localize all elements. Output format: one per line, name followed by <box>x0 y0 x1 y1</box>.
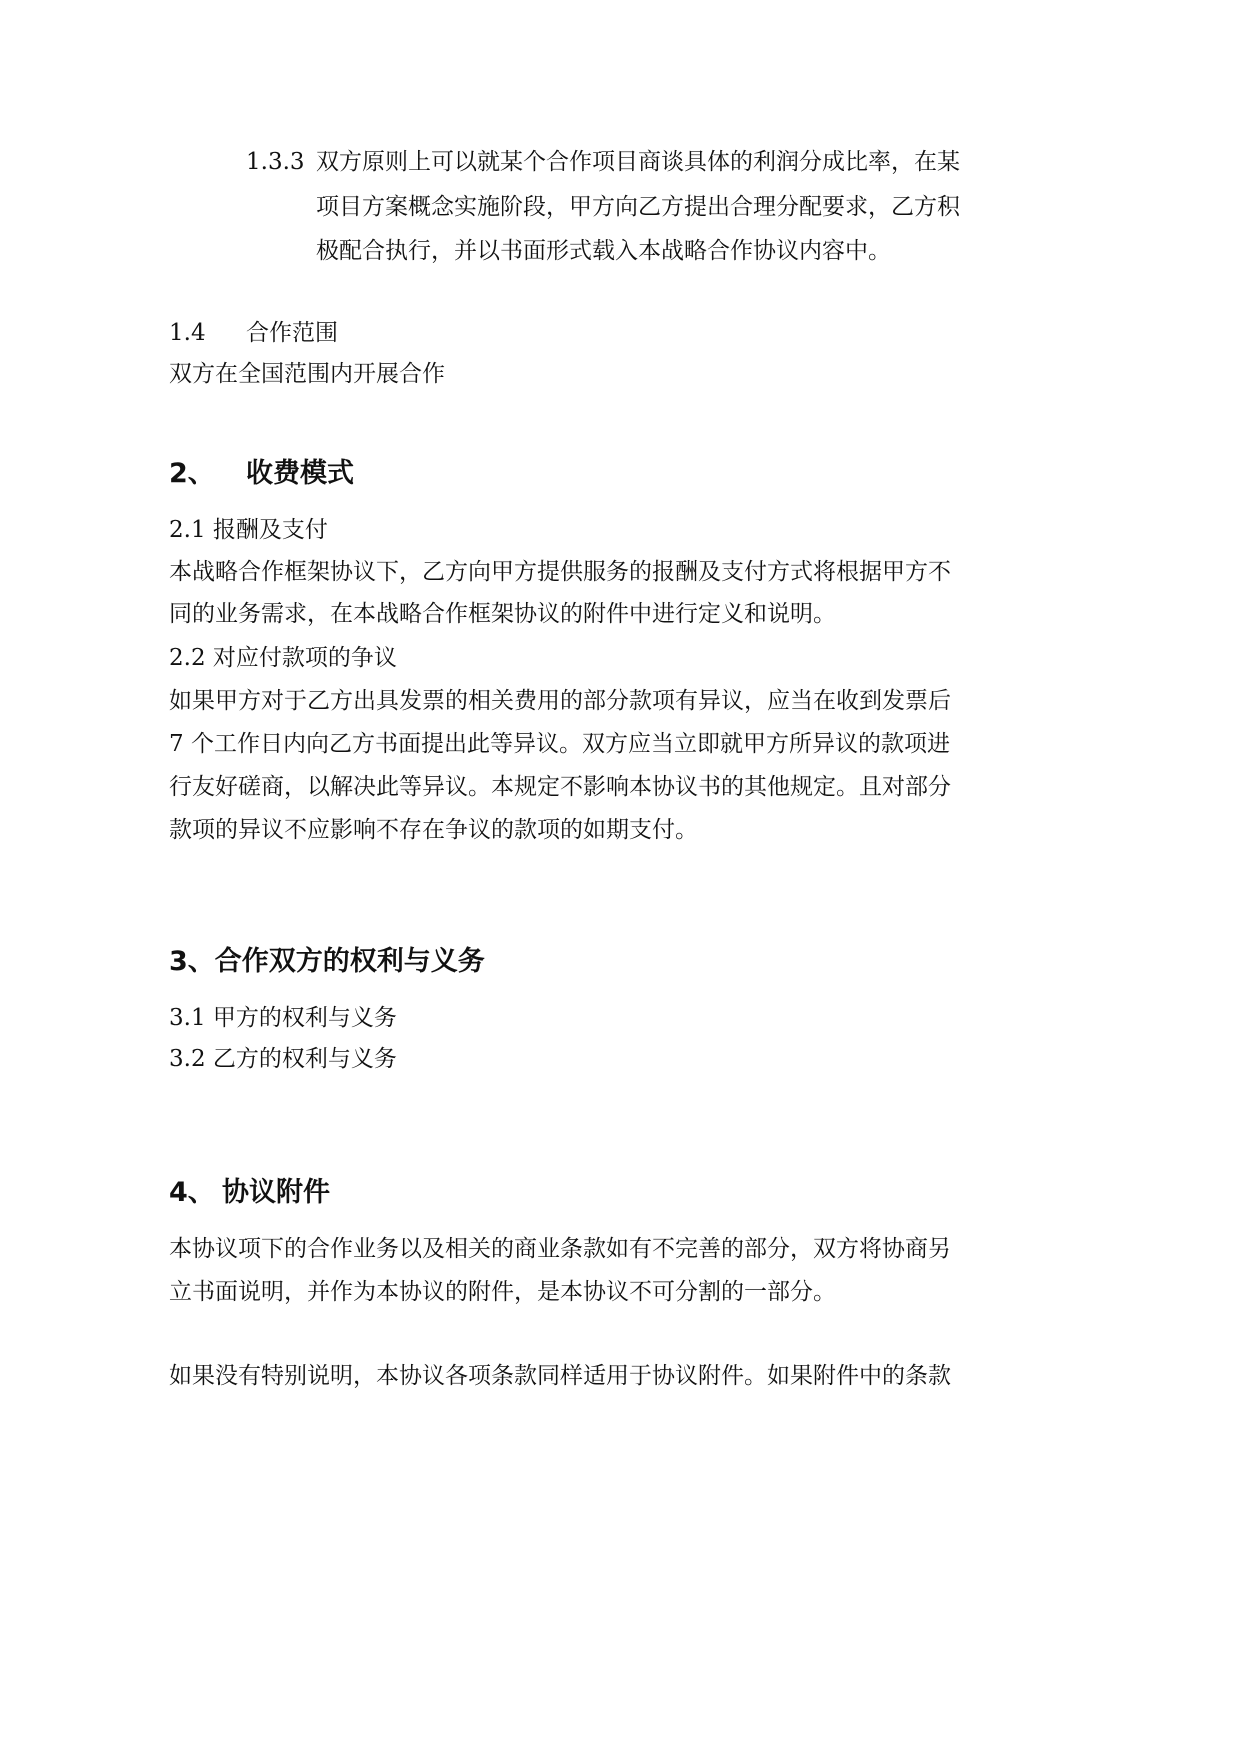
paragraph-line: 立书面说明，并作为本协议的附件，是本协议不可分割的一部分。 <box>169 1279 836 1305</box>
paragraph-line: 本战略合作框架协议下，乙方向甲方提供服务的报酬及支付方式将根据甲方不 <box>169 559 951 585</box>
paragraph-line: 如果没有特别说明，本协议各项条款同样适用于协议附件。如果附件中的条款 <box>169 1363 951 1389</box>
subsection-title: 3.2 乙方的权利与义务 <box>169 1046 397 1072</box>
paragraph-line: 7 个工作日内向乙方书面提出此等异议。双方应当立即就甲方所异议的款项进 <box>169 731 950 757</box>
section-number: 4、 <box>169 1177 215 1208</box>
section-title: 收费模式 <box>246 458 354 489</box>
subsection-title: 2.1 报酬及支付 <box>169 517 328 543</box>
clause-number: 1.4 <box>169 320 206 346</box>
clause-title: 合作范围 <box>246 320 338 346</box>
paragraph-line: 双方在全国范围内开展合作 <box>169 361 445 387</box>
paragraph-line: 同的业务需求，在本战略合作框架协议的附件中进行定义和说明。 <box>169 601 836 627</box>
section-title: 协议附件 <box>222 1177 330 1208</box>
paragraph-line: 双方原则上可以就某个合作项目商谈具体的利润分成比率，在某 <box>316 149 960 175</box>
section-title: 3、合作双方的权利与义务 <box>169 946 485 977</box>
paragraph-line: 如果甲方对于乙方出具发票的相关费用的部分款项有异议，应当在收到发票后 <box>169 688 951 714</box>
subsection-title: 2.2 对应付款项的争议 <box>169 645 397 671</box>
paragraph-line: 项目方案概念实施阶段，甲方向乙方提出合理分配要求，乙方积 <box>316 194 960 220</box>
section-number: 2、 <box>169 458 215 489</box>
paragraph-line: 行友好磋商，以解决此等异议。本规定不影响本协议书的其他规定。且对部分 <box>169 774 951 800</box>
subsection-title: 3.1 甲方的权利与义务 <box>169 1005 397 1031</box>
paragraph-line: 极配合执行，并以书面形式载入本战略合作协议内容中。 <box>316 238 891 264</box>
paragraph-line: 本协议项下的合作业务以及相关的商业条款如有不完善的部分，双方将协商另 <box>169 1236 951 1262</box>
paragraph-line: 款项的异议不应影响不存在争议的款项的如期支付。 <box>169 817 698 843</box>
clause-number: 1.3.3 <box>246 149 305 175</box>
